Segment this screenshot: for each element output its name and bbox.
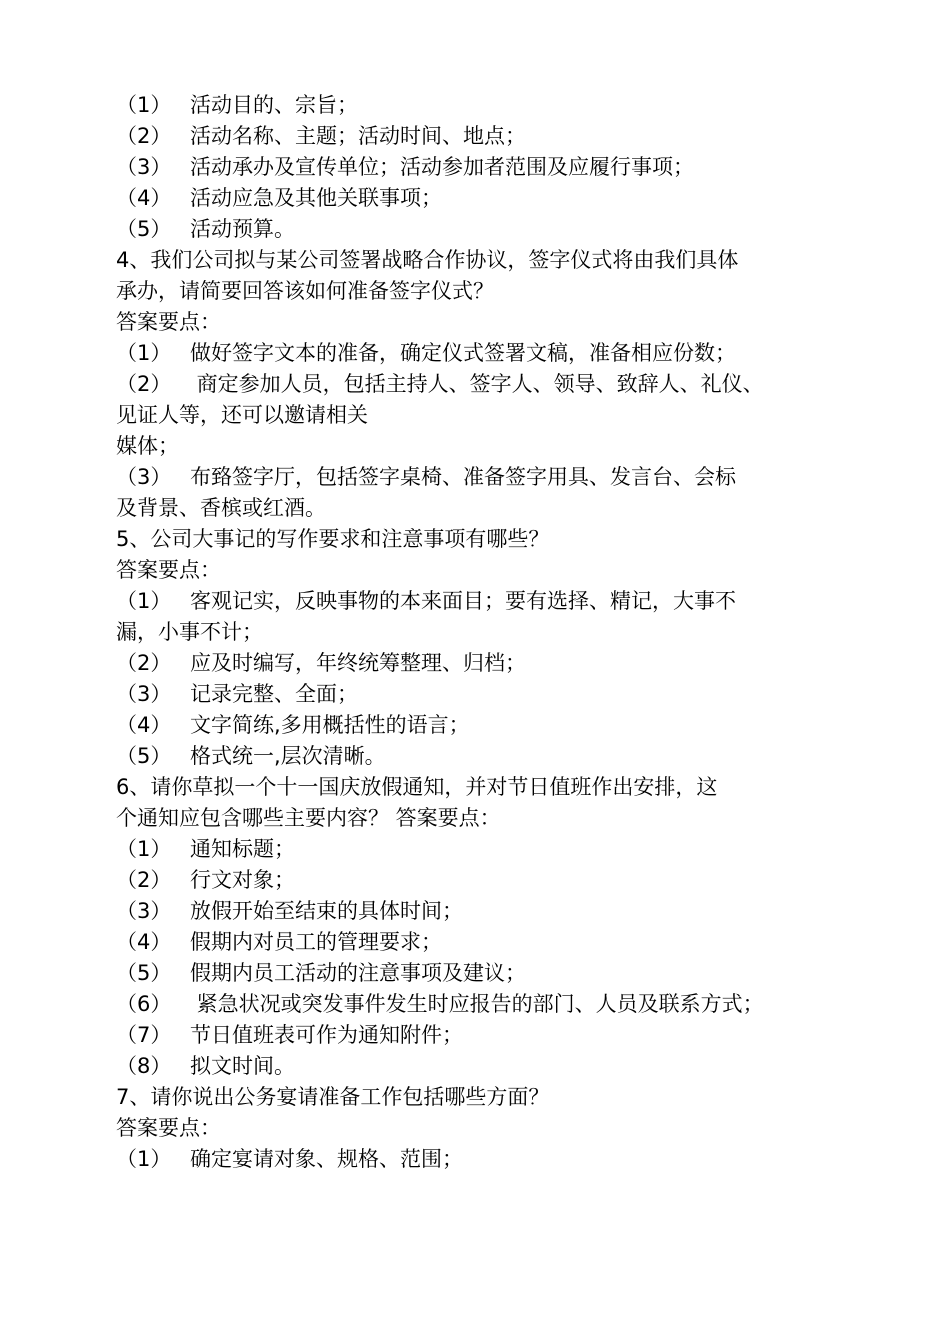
list-item bbox=[116, 586, 840, 617]
item-number: （1） bbox=[116, 341, 172, 365]
item-text: 记录完整、全面； bbox=[190, 682, 358, 706]
list-item bbox=[116, 1051, 840, 1082]
item-text: 布臵签字厅，包括签字桌椅、准备签字用具、发言台、会标 bbox=[190, 465, 736, 489]
question-5-line-1: 5、公司大事记的写作要求和注意事项有哪些？ bbox=[116, 527, 550, 551]
item-text: 紧急状况或突发事件发生时应报告的部门、人员及联系方式； bbox=[190, 992, 764, 1016]
list-item bbox=[116, 214, 840, 245]
item-text: 活动应急及其他关联事项； bbox=[190, 186, 442, 210]
item-text: 放假开始至结束的具体时间； bbox=[190, 899, 463, 923]
item-text: 应及时编写，年终统筹整理、归档； bbox=[190, 651, 526, 675]
item-number: （5） bbox=[116, 217, 172, 241]
item-number: （2） bbox=[116, 372, 172, 396]
item-text: 拟文时间。 bbox=[190, 1054, 295, 1078]
item-text: 格式统一,层次清晰。 bbox=[190, 744, 386, 768]
question-6-line-1: 6、请你草拟一个十一国庆放假通知，并对节日值班作出安排，这 bbox=[116, 775, 718, 799]
item-text: 做好签字文本的准备，确定仪式签署文稿，准备相应份数； bbox=[190, 341, 736, 365]
item-number: （2） bbox=[116, 651, 172, 675]
list-item bbox=[116, 369, 840, 400]
item-text: 活动预算。 bbox=[190, 217, 295, 241]
item-number: （5） bbox=[116, 961, 172, 985]
item-number: （3） bbox=[116, 465, 172, 489]
list-item bbox=[116, 183, 840, 214]
list-item bbox=[116, 679, 840, 710]
list-item bbox=[116, 121, 840, 152]
list-item bbox=[116, 834, 840, 865]
item-text: 活动承办及宣传单位；活动参加者范围及应履行事项； bbox=[190, 155, 694, 179]
list-item bbox=[116, 648, 840, 679]
list-item bbox=[116, 865, 840, 896]
answer-heading: 答案要点： bbox=[116, 1116, 221, 1140]
item-continuation: 见证人等，还可以邀请相关 bbox=[116, 403, 368, 427]
item-text: 行文对象； bbox=[190, 868, 295, 892]
answer-heading: 答案要点： bbox=[116, 310, 221, 334]
answer-heading: 答案要点： bbox=[116, 558, 221, 582]
item-text: 通知标题； bbox=[190, 837, 295, 861]
item-number: （6） bbox=[116, 992, 172, 1016]
item-number: （1） bbox=[116, 93, 172, 117]
item-number: （3） bbox=[116, 155, 172, 179]
list-item bbox=[116, 1144, 840, 1175]
list-item bbox=[116, 927, 840, 958]
question-6-line-2: 个通知应包含哪些主要内容？ 答案要点： bbox=[116, 806, 501, 830]
item-number: （3） bbox=[116, 682, 172, 706]
question-4-line-2: 承办，请简要回答该如何准备签字仪式？ bbox=[116, 279, 494, 303]
item-text: 文字简练,多用概括性的语言； bbox=[190, 713, 470, 737]
list-item bbox=[116, 896, 840, 927]
item-text: 假期内对员工的管理要求； bbox=[190, 930, 442, 954]
list-item bbox=[116, 741, 840, 772]
item-number: （7） bbox=[116, 1023, 172, 1047]
item-text: 假期内员工活动的注意事项及建议； bbox=[190, 961, 526, 985]
list-item bbox=[116, 710, 840, 741]
item-continuation: 媒体； bbox=[116, 434, 179, 458]
item-number: （4） bbox=[116, 186, 172, 210]
item-number: （5） bbox=[116, 744, 172, 768]
item-number: （1） bbox=[116, 1147, 172, 1171]
item-text: 确定宴请对象、规格、范围； bbox=[190, 1147, 463, 1171]
item-number: （1） bbox=[116, 837, 172, 861]
item-number: （3） bbox=[116, 899, 172, 923]
item-number: （1） bbox=[116, 589, 172, 613]
item-number: （4） bbox=[116, 930, 172, 954]
question-7-line-1: 7、请你说出公务宴请准备工作包括哪些方面？ bbox=[116, 1085, 550, 1109]
item-continuation: 漏，小事不计； bbox=[116, 620, 263, 644]
item-number: （4） bbox=[116, 713, 172, 737]
item-number: （2） bbox=[116, 124, 172, 148]
list-item bbox=[116, 989, 840, 1020]
item-text: 节日值班表可作为通知附件； bbox=[190, 1023, 463, 1047]
item-number: （2） bbox=[116, 868, 172, 892]
list-item bbox=[116, 152, 840, 183]
list-item bbox=[116, 338, 840, 369]
item-continuation: 及背景、香槟或红酒。 bbox=[116, 496, 326, 520]
item-number: （8） bbox=[116, 1054, 172, 1078]
list-item bbox=[116, 462, 840, 493]
item-text: 活动名称、主题；活动时间、地点； bbox=[190, 124, 526, 148]
item-text: 活动目的、宗旨； bbox=[190, 93, 358, 117]
item-text: 客观记实，反映事物的本来面目；要有选择、精记，大事不 bbox=[190, 589, 736, 613]
document-body bbox=[116, 90, 840, 1175]
list-item bbox=[116, 958, 840, 989]
question-4-line-1: 4、我们公司拟与某公司签署战略合作协议，签字仪式将由我们具体 bbox=[116, 248, 739, 272]
item-text: 商定参加人员，包括主持人、签字人、领导、致辞人、礼仪、 bbox=[190, 372, 764, 396]
list-item bbox=[116, 1020, 840, 1051]
list-item bbox=[116, 90, 840, 121]
